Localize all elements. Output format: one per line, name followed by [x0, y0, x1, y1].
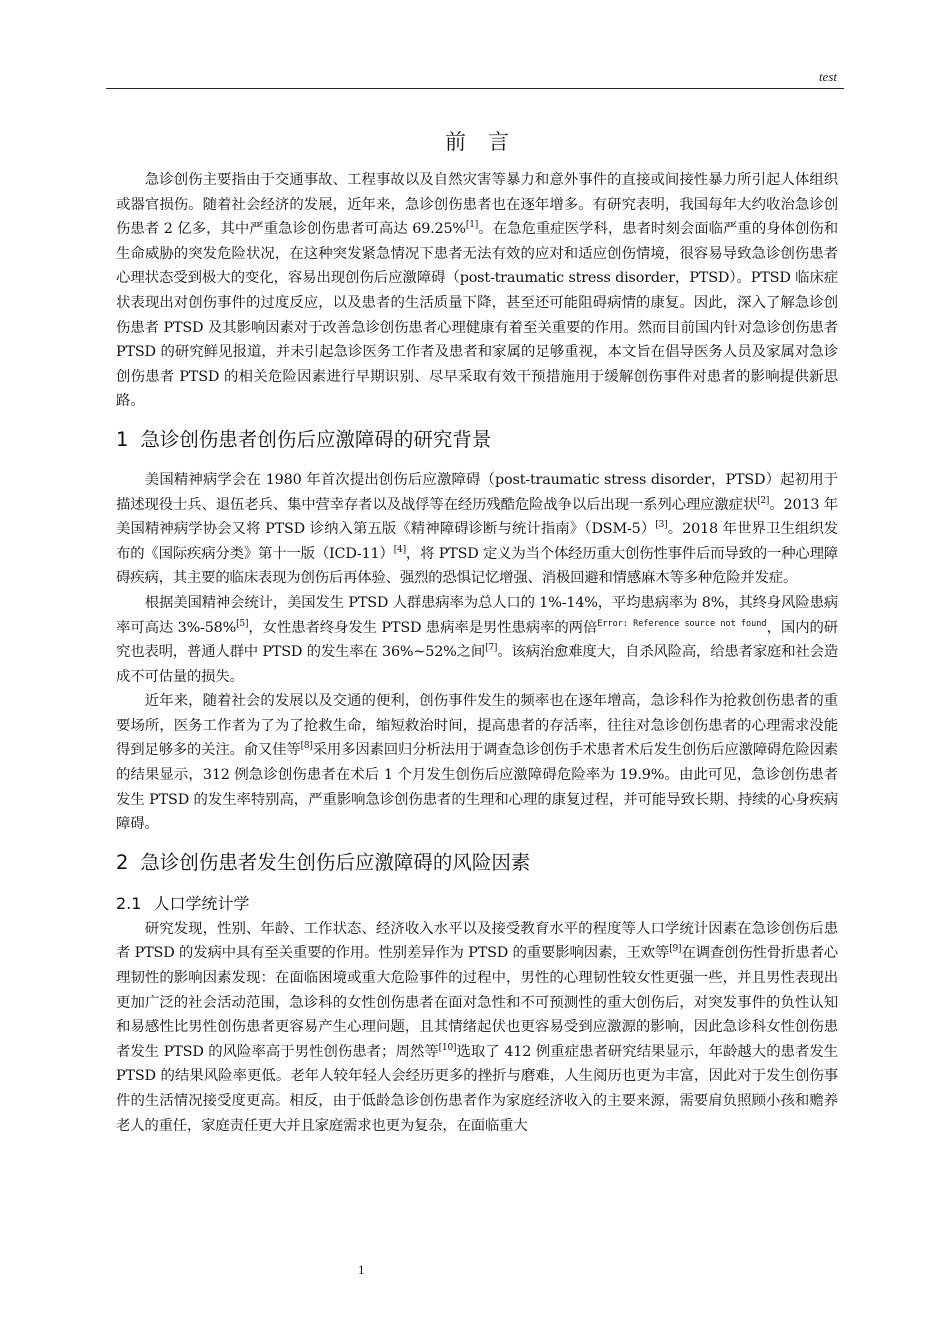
- text-run: 。在急危重症医学科，患者时刻会面临严重的身体创伤和生命威胁的突发危险状况，在这种突发紧急情况下患者无法有效的应对和适应创伤情境，很容易导致急诊创伤患者心理状态受到极大的变化，容易出现创伤后应激障碍（post-traumatic stress disorder，PTSD）。PTSD 临床症状表现出对创伤事件的过度反应，以及患者的生活质量下降，甚至还可能阻碍病情的康复。因此，深入了解急诊创伤患者 PTSD 及其影响因素对于改善急诊创伤患者心理健康有着至关重要的作用。然而目前国内针对急诊创伤患者 PTSD 的研究鲜见报道，并未引起急诊医务工作者及患者和家属的足够重视，本文旨在倡导医务人员及家属对急诊创伤患者 PTSD 的相关危险因素进行早期识别、尽早采取有效干预措施用于缓解创伤事件对患者的影响提供新思路。: [116, 221, 838, 410]
- text-run: 。2018 年世界卫生组织发布的《国际疾病分类》第十一版（ICD-11）: [116, 521, 838, 562]
- subsection-title: 人口学统计学: [153, 893, 250, 913]
- text-run: 近年来，随着社会的发展以及交通的便利，创伤事件发生的频率也在逐年增高，急诊科作为抢救创伤患者的重要场所，医务工作者为了为了抢救生命，缩短救治时间，提高患者的存活率，往往对急诊创伤患者的心理需求没能得到足够多的关注。俞又佳等: [116, 693, 838, 759]
- section-1-paragraph-2: [116, 591, 838, 689]
- running-header: test: [818, 69, 837, 84]
- subsection-2-1-heading: [116, 891, 838, 917]
- text-run: ，女性患者终身发生 PTSD 患病率是男性患病率的两倍: [248, 619, 598, 636]
- section-1-heading: [116, 426, 838, 454]
- citation-ref[interactable]: [3]: [655, 520, 668, 531]
- citation-ref[interactable]: [5]: [236, 618, 249, 629]
- text-run: ，国内的研究也表明，普通人群中 PTSD 的发生率在 36%~52%之间: [116, 619, 838, 661]
- text-run: 。该病治愈难度大，自杀风险高，给患者家庭和社会造成不可估量的损失。: [116, 644, 839, 685]
- text-run: 根据美国精神会统计，美国发生 PTSD 人群患病率为总人口的 1%-14%，平均患病率为 8%，其终身风险患病率可高达 3%-58%: [116, 594, 838, 636]
- text-run: 采用多因素回归分析法用于调查急诊创伤手术患者术后发生创伤后应激障碍危险因素的结果显示，312 例急诊创伤患者在术后 1 个月发生创伤后应激障碍危险率为 19.9%。由此可见，急诊创伤患者发生 PTSD 的发生率特别高，严重影响急诊创伤患者的生理和心理的康复过程，并可能导致长期、持续的心身疾病障碍。: [116, 742, 838, 833]
- section-2-heading: [116, 849, 838, 877]
- section-title: 急诊创伤患者发生创伤后应激障碍的风险因素: [140, 850, 531, 874]
- document-body: [116, 126, 838, 1138]
- citation-ref[interactable]: [1]: [465, 220, 479, 231]
- citation-ref[interactable]: [2]: [757, 495, 770, 506]
- text-run: 选取了 412 例重症患者研究结果显示，年龄越大的患者发生 PTSD 的结果风险率更低。老年人较年轻人会经历更多的挫折与磨难，人生阅历也更为丰富，因此对于发生创伤事件的生活情况接受度更高。相反，由于低龄急诊创伤患者作为家庭经济收入的主要来源，需要肩负照顾小孩和赡养老人的重任，家庭责任更大并且家庭需求也更为复杂，在面临重大: [116, 1043, 838, 1134]
- subsection-2-1-paragraph: [116, 917, 838, 1138]
- document-title: 前言: [445, 130, 531, 154]
- section-1-paragraph-3: [116, 689, 838, 837]
- citation-ref[interactable]: [7]: [485, 643, 498, 654]
- subsection-number: 2.1: [116, 893, 142, 913]
- citation-ref[interactable]: [8]: [300, 741, 313, 752]
- text-run: 美国精神病学会在 1980 年首次提出创伤后应激障碍（post-traumatic stress disorder，PTSD）起初用于描述现役士兵、退伍老兵、集中营幸存者以及战俘等在经历残酷危险战争以后出现一系列心理应激症状: [116, 471, 838, 513]
- section-1-paragraph-1: [116, 468, 838, 591]
- text-run: ，将 PTSD 定义为当个体经历重大创伤性事件后而导致的一种心理障碍疾病，其主要的临床表现为创伤后再体验、强烈的恐惧记忆增强、消极回避和情感麻木等多种危险并发症。: [116, 545, 839, 587]
- citation-ref[interactable]: [9]: [669, 944, 682, 955]
- section-number: 1: [116, 427, 129, 451]
- citation-ref[interactable]: [4]: [393, 544, 406, 555]
- header-rule: [106, 88, 844, 89]
- text-run: 。2013 年美国精神病学协会又将 PTSD 诊纳入第五版《精神障碍诊断与统计指南》（DSM-5）: [116, 496, 838, 538]
- section-title: 急诊创伤患者创伤后应激障碍的研究背景: [140, 427, 492, 451]
- citation-error: Error: Reference source not found: [597, 618, 767, 629]
- intro-paragraph: [116, 168, 838, 414]
- text-run: 研究发现，性别、年龄、工作状态、经济收入水平以及接受教育水平的程度等人口学统计因素在急诊创伤后患者 PTSD 的发病中具有至关重要的作用。性别差异作为 PTSD 的重要影响因素，王欢等: [116, 920, 838, 962]
- page-number: 1: [358, 1262, 365, 1277]
- text-run: 在调查创伤性骨折患者心理韧性的影响因素发现：在面临困境或重大危险事件的过程中，男性的心理韧性较女性更强一些，并且男性表现出更加广泛的社会活动范围，急诊科的女性创伤患者在面对急性和不可预测性的重大创伤后，对突发事件的负性认知和易感性比男性创伤患者更容易产生心理问题，且其情绪起伏也更容易受到应激源的影响，因此急诊科女性创伤患者发生 PTSD 的风险率高于男性创伤患者；周然等: [116, 945, 838, 1060]
- text-run: 急诊创伤主要指由于交通事故、工程事故以及自然灾害等暴力和意外事件的直接或间接性暴力所引起人体组织或器官损伤。随着社会经济的发展，近年来，急诊创伤患者也在逐年增多。有研究表明，我国每年大约收治急诊创伤患者 2 亿多，其中严重急诊创伤患者可高达 69.25%: [116, 172, 838, 238]
- citation-ref[interactable]: [10]: [438, 1043, 457, 1054]
- section-number: 2: [116, 850, 129, 874]
